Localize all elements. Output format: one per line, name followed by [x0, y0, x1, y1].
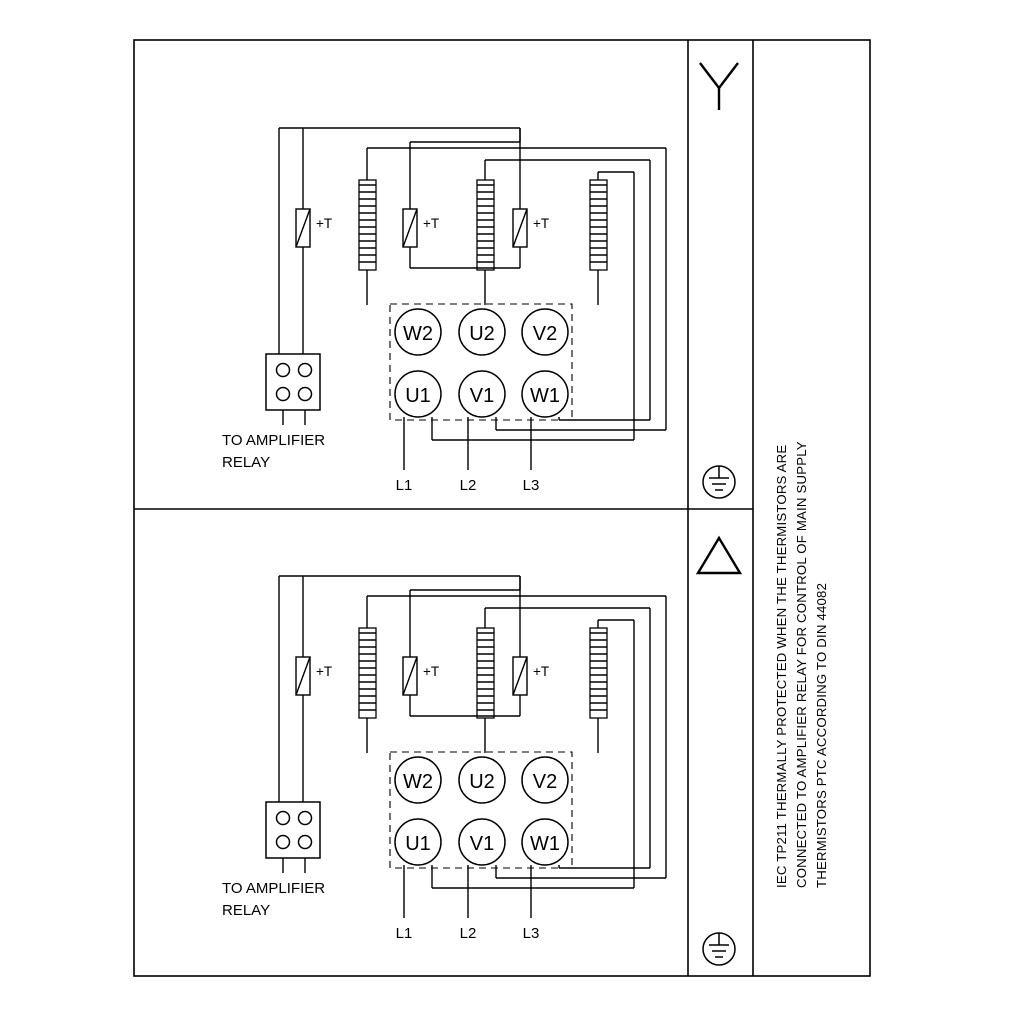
- earth-icon: [703, 466, 735, 498]
- terminal-label: V2: [532, 323, 558, 345]
- supply-lines: [404, 410, 666, 470]
- terminal-label: U1: [405, 833, 431, 855]
- terminal-U1[interactable]: [395, 819, 441, 865]
- terminal-label: U1: [405, 385, 431, 407]
- terminal-W2[interactable]: [395, 757, 441, 803]
- terminal-label: W2: [403, 323, 433, 345]
- supply-label-L3: L3: [522, 925, 540, 942]
- thermistor-label: +T: [316, 216, 333, 231]
- note-line-1: IEC TP211 THERMALLY PROTECTED WHEN THE THERMISTORS ARE: [774, 444, 789, 888]
- coil-1: [359, 628, 376, 718]
- thermistor-label: +T: [533, 216, 550, 231]
- terminal-label: W1: [530, 833, 560, 855]
- terminal-label: U2: [469, 771, 495, 793]
- thermistor-label: +T: [533, 664, 550, 679]
- thermistor-2: [403, 576, 520, 716]
- terminal-V2[interactable]: [522, 309, 568, 355]
- coil-2: [477, 180, 494, 270]
- terminal-label: U2: [469, 323, 495, 345]
- note-line-3: THERMISTORS PTC ACCORDING TO DIN 44082: [814, 582, 829, 888]
- wye-symbol: [700, 63, 738, 110]
- thermistor-label: +T: [423, 664, 440, 679]
- terminal-W2[interactable]: [395, 309, 441, 355]
- terminal-V1[interactable]: [459, 371, 505, 417]
- amplifier-label-line-1: TO AMPLIFIER: [222, 880, 326, 897]
- coil-3: [590, 180, 607, 270]
- terminal-W1[interactable]: [522, 371, 568, 417]
- terminal-U2[interactable]: [459, 309, 505, 355]
- supply-label-L2: L2: [459, 477, 477, 494]
- coil-3: [590, 628, 607, 718]
- thermistor-1: [296, 128, 332, 355]
- amplifier-label-line-2: RELAY: [222, 902, 271, 919]
- supply-label-L3: L3: [522, 477, 540, 494]
- supply-label-L1: L1: [395, 477, 413, 494]
- supply-label-L2: L2: [459, 925, 477, 942]
- terminal-U1[interactable]: [395, 371, 441, 417]
- thermistor-1: [296, 576, 332, 803]
- terminal-label: V1: [469, 833, 495, 855]
- amplifier-terminal-block: [266, 802, 320, 873]
- earth-icon: [703, 933, 735, 965]
- supply-lines: [404, 858, 666, 918]
- amplifier-label-line-2: RELAY: [222, 454, 271, 471]
- amplifier-terminal-block: [266, 354, 320, 425]
- thermistor-label: +T: [316, 664, 333, 679]
- terminal-W1[interactable]: [522, 819, 568, 865]
- thermistor-label: +T: [423, 216, 440, 231]
- terminal-V2[interactable]: [522, 757, 568, 803]
- terminal-label: W2: [403, 771, 433, 793]
- panel-star: [222, 63, 738, 498]
- coil-2: [477, 628, 494, 718]
- note-block: [774, 441, 829, 888]
- terminal-V1[interactable]: [459, 819, 505, 865]
- thermistor-2: [403, 128, 520, 268]
- delta-symbol: [698, 538, 740, 573]
- terminal-label: V2: [532, 771, 558, 793]
- terminal-U2[interactable]: [459, 757, 505, 803]
- note-line-2: CONNECTED TO AMPLIFIER RELAY FOR CONTROL OF MAIN SUPPLY: [794, 441, 809, 888]
- amplifier-label-line-1: TO AMPLIFIER: [222, 432, 326, 449]
- supply-label-L1: L1: [395, 925, 413, 942]
- coil-1: [359, 180, 376, 270]
- terminal-label: V1: [469, 385, 495, 407]
- panel-delta: [222, 538, 740, 965]
- terminal-label: W1: [530, 385, 560, 407]
